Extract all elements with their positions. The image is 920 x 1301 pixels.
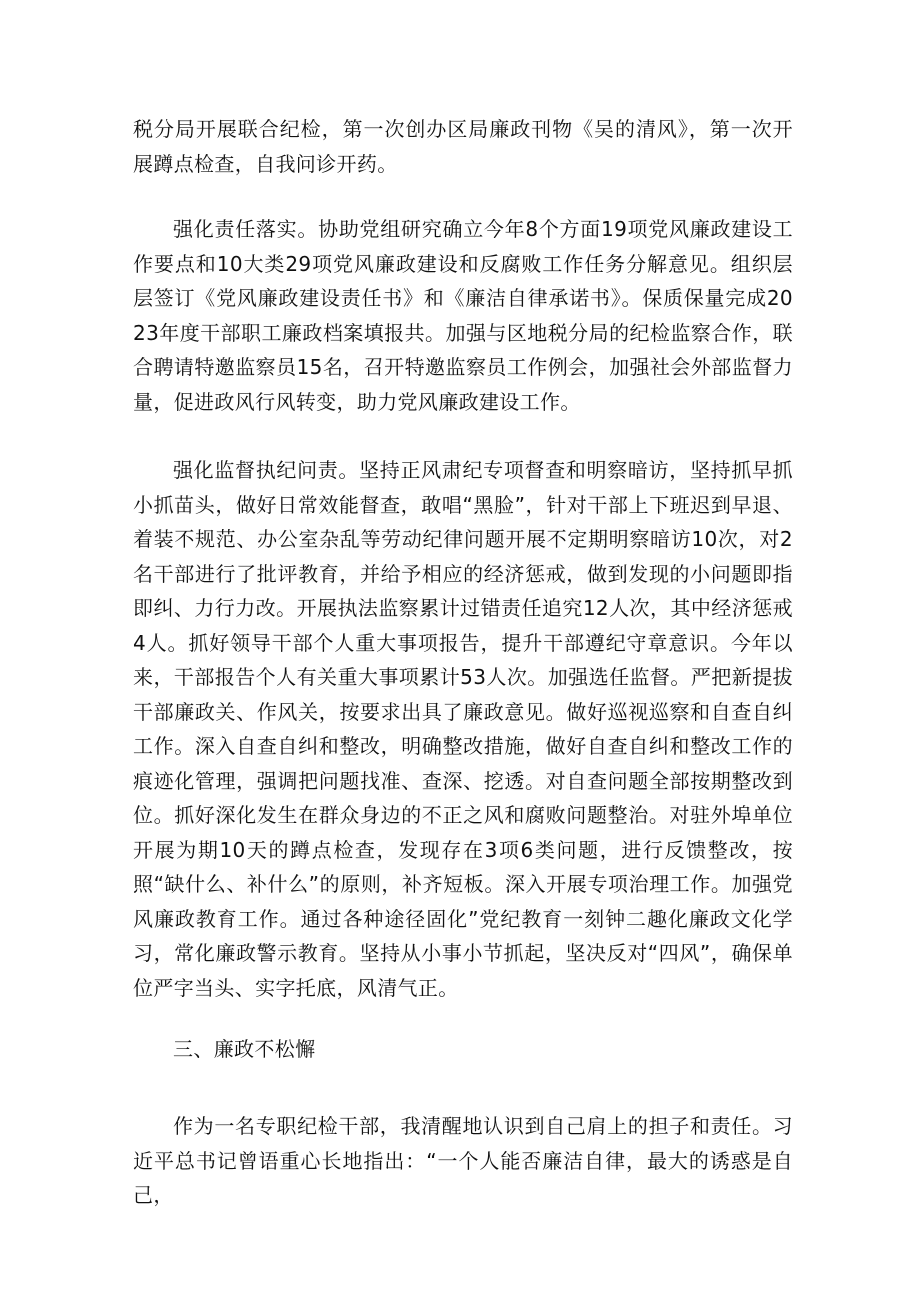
paragraph-integrity: 作为一名专职纪检干部，我清醒地认识到自己肩上的担子和责任。习近平总书记曾语重心长地指出：“一个人能否廉洁自律，最大的诱惑是自己， [133,1114,793,1207]
paragraph-continued-text: 税分局开展联合纪检，第一次创办区局廉政刊物《吴的清风》，第一次开展蹲点检查，自我问诊开药。 [133,117,793,176]
paragraph-responsibility: 强化责任落实。协助党组研究确立今年8个方面19项党风廉政建设工作要点和10大类29项党风廉政建设和反腐败工作任务分解意见。组织层层签订《党风廉政建设责任书》和《廉洁自律承诺书》。保质保量完成2023年度干部职工廉政档案填报共。加强与区地税分局的纪检监察合作，联合聘请特邀监察员15名，召开特邀监察员工作例会，加强社会外部监督力量，促进政风行风转变，助力党风廉政建设工作。 [133,217,793,414]
paragraph-supervision: 强化监督执纪问责。坚持正风肃纪专项督查和明察暗访，坚持抓早抓小抓苗头，做好日常效能督查，敢唱“黑脸”，针对干部上下班迟到早退、着装不规范、办公室杂乱等劳动纪律问题开展不定期明察暗访10次，对2名干部进行了批评教育，并给予相应的经济惩戒，做到发现的小问题即指即纠、力行力改。开展执法监察累计过错责任追究12人次，其中经济惩戒4人。抓好领导干部个人重大事项报告，提升干部遵纪守章意识。今年以来，干部报告个人有关重大事项累计53人次。加强选任监督。严把新提拔干部廉政关、作风关，按要求出具了廉政意见。做好巡视巡察和自查自纠工作。深入自查自纠和整改，明确整改措施，做好自查自纠和整改工作的痕迹化管理，强调把问题找准、查深、挖透。对自查问题全部按期整改到位。抓好深化发生在群众身边的不正之风和腐败问题整治。对驻外埠单位开展为期10天的蹲点检查，发现存在3项6类问题，进行反馈整改，按照“缺什么、补什么”的原则，补齐短板。深入开展专项治理工作。加强党风廉政教育工作。通过各种途径固化”党纪教育一刻钟二趣化廉政文化学习，常化廉政警示教育。坚持从小事小节抓起，坚决反对“四风”，确保单位严字当头、实字托底，风清气正。 [133,458,793,1000]
section-heading: 三、廉政不松懈 [173,1037,316,1061]
